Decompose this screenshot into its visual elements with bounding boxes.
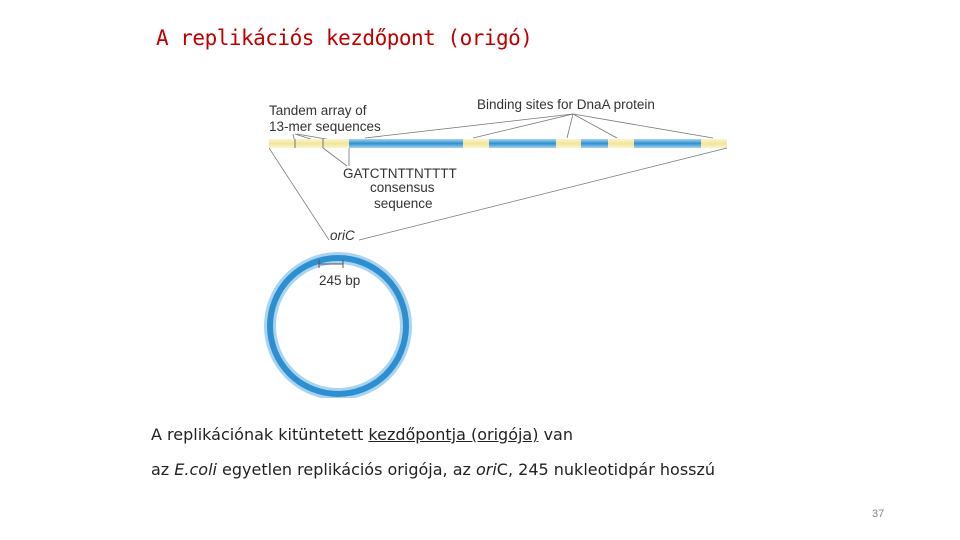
oric-diagram: [255, 88, 735, 398]
binding-sites-label: Binding sites for DnaA protein: [477, 97, 655, 112]
caption-line1-prefix: A replikációnak kitüntetett: [151, 425, 369, 444]
dnaa-binding-site: [608, 139, 634, 148]
caption-line-1: [151, 425, 573, 444]
caption-line2-mid: egyetlen replikációs origója, az: [216, 460, 476, 479]
tandem-label-line1: Tandem array of: [269, 103, 367, 118]
dnaa-binding-site: [463, 139, 489, 148]
binding-pointer-lines: [365, 114, 713, 138]
oric-label: oriC: [330, 228, 355, 243]
caption-line2-c: C: [496, 460, 508, 479]
slide-title: A replikációs kezdőpont (origó): [156, 26, 533, 50]
caption-line2-ecoli: E.coli: [174, 460, 217, 479]
bp-label: 245 bp: [319, 273, 361, 288]
caption-line2-suffix: , 245 nukleotidpár hosszú: [507, 460, 716, 479]
dnaa-binding-site: [701, 139, 727, 148]
consensus-pointer-lines: [323, 148, 349, 166]
slide-number: 37: [872, 508, 885, 520]
caption-line2-prefix: az: [151, 460, 175, 479]
tandem-13mer-region: [269, 139, 349, 148]
consensus-label-line2: sequence: [374, 196, 433, 211]
caption-line1-suffix: van: [538, 425, 573, 444]
caption-line2-ori: ori: [475, 460, 497, 479]
tandem-label-line2: 13-mer sequences: [269, 119, 381, 134]
consensus-sequence-text: GATCTNTTNTTTT: [343, 166, 457, 181]
caption-line-2: [151, 460, 715, 479]
caption-line1-underlined: kezdőpontja (origója): [368, 425, 539, 444]
dnaa-binding-site: [556, 139, 581, 148]
zoom-lines: [269, 148, 727, 240]
oric-diagram-svg: [255, 88, 735, 398]
consensus-label-line1: consensus: [370, 180, 435, 195]
